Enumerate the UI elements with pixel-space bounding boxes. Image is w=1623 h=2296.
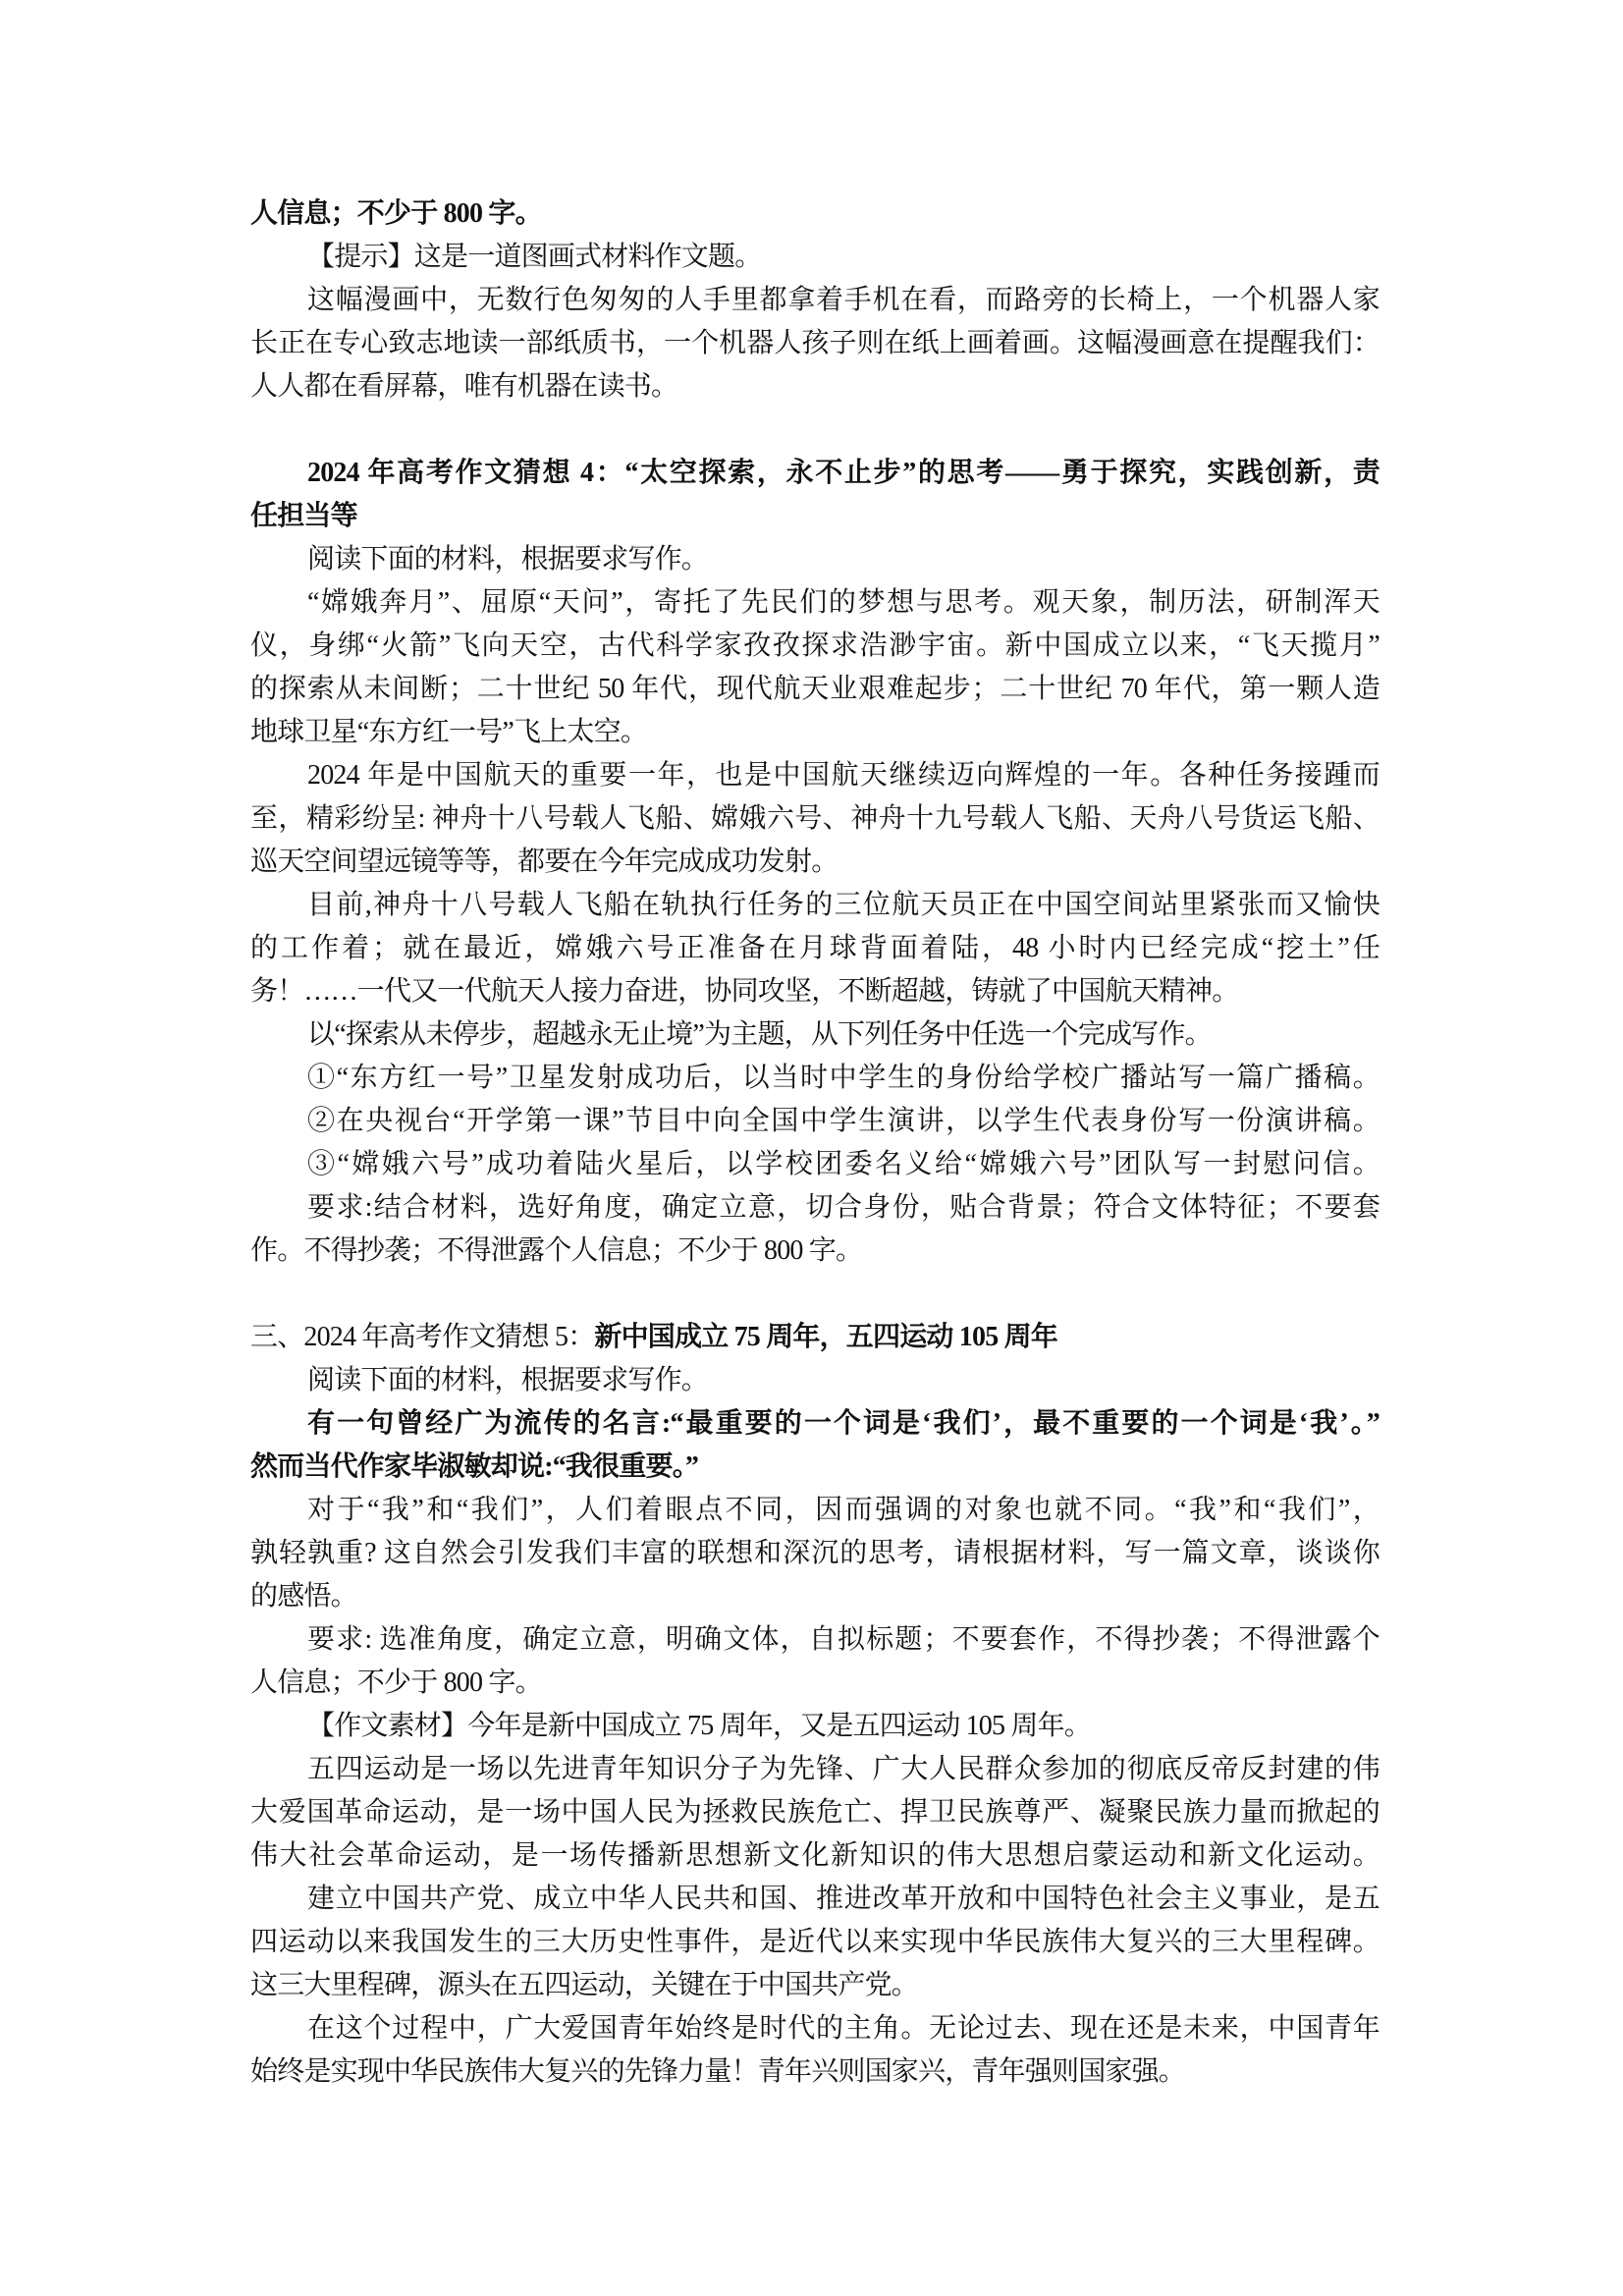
paragraph-line: 仪，身绑“火箭”飞向天空，古代科学家孜孜探求浩渺宇宙。新中国成立以来，“飞天揽月” [250, 630, 1380, 661]
task-option-line: ③“嫦娥六号”成功着陆火星后，以学校团委名义给“嫦娥六号”团队写一封慰问信。 [307, 1149, 1380, 1179]
task-option-line: ①“东方红一号”卫星发射成功后，以当时中学生的身份给学校广播站写一篇广播稿。 [307, 1063, 1380, 1093]
blank-line [250, 1273, 1380, 1316]
paragraph-line: 要求: 选准角度，确定立意，明确文体，自拟标题；不要套作，不得抄袭；不得泄露个 [307, 1624, 1380, 1655]
paragraph-line: 四运动以来我国发生的三大历史性事件，是近代以来实现中华民族伟大复兴的三大里程碑。 [250, 1927, 1380, 1957]
paragraph-line: 的探索从未间断；二十世纪 50 年代，现代航天业艰难起步；二十世纪 70 年代，第一颗人造 [250, 674, 1380, 704]
quote-line: 有一句曾经广为流传的名言:“最重要的一个词是‘我们’，最不重要的一个词是‘我’。” [307, 1408, 1380, 1439]
requirement-tail-line: 人信息；不少于 800 字。 [250, 198, 542, 229]
paragraph-line: 的工作着；就在最近，嫦娥六号正准备在月球背面着陆，48 小时内已经完成“挖土”任 [250, 933, 1380, 963]
paragraph-line: 阅读下面的材料，根据要求写作。 [307, 544, 709, 574]
paragraph-line: 至，精彩纷呈: 神舟十八号载人飞船、嫦娥六号、神舟十九号载人飞船、天舟八号货运飞船、 [250, 803, 1380, 834]
paragraph-line: 以“探索从未停步，超越永无止境”为主题，从下列任务中任选一个完成写作。 [307, 1019, 1212, 1050]
section-heading-line: 任担当等 [250, 501, 357, 531]
task-option-line: ②在央视台“开学第一课”节目中向全国中学生演讲，以学生代表身份写一份演讲稿。 [307, 1106, 1380, 1136]
paragraph-line: 这三大里程碑，源头在五四运动，关键在于中国共产党。 [250, 1970, 919, 2000]
material-label-line: 【作文素材】今年是新中国成立 75 周年，又是五四运动 105 周年。 [307, 1711, 1092, 1741]
paragraph-line: 巡天空间望远镜等等，都要在今年完成成功发射。 [250, 847, 839, 877]
paragraph-line: 五四运动是一场以先进青年知识分子为先锋、广大人民群众参加的彻底反帝反封建的伟 [307, 1754, 1380, 1784]
document-content [250, 192, 1380, 2094]
paragraph-line: 孰轻孰重? 这自然会引发我们丰富的联想和深沉的思考，请根据材料，写一篇文章，谈谈你 [250, 1538, 1380, 1568]
blank-line [250, 409, 1380, 452]
paragraph-line: 人人都在看屏幕，唯有机器在读书。 [250, 371, 678, 402]
paragraph-line: 作。不得抄袭；不得泄露个人信息；不少于 800 字。 [250, 1235, 863, 1266]
text-run: 三、2024 年高考作文猜想 5： [250, 1322, 595, 1352]
paragraph-line: 务！……一代又一代航天人接力奋进，协同攻坚，不断超越，铸就了中国航天精神。 [250, 976, 1239, 1007]
hint-line: 【提示】这是一道图画式材料作文题。 [307, 242, 762, 272]
paragraph-line: 地球卫星“东方红一号”飞上太空。 [250, 717, 648, 747]
paragraph-line: 在这个过程中，广大爱国青年始终是时代的主角。无论过去、现在还是未来，中国青年 [307, 2013, 1380, 2044]
paragraph-line: 阅读下面的材料，根据要求写作。 [307, 1365, 709, 1395]
paragraph-line: 长正在专心致志地读一部纸质书，一个机器人孩子则在纸上画着画。这幅漫画意在提醒我们： [250, 328, 1380, 358]
paragraph-line: 建立中国共产党、成立中华人民共和国、推进改革开放和中国特色社会主义事业，是五 [307, 1884, 1380, 1914]
text-run: 新中国成立 75 周年，五四运动 105 周年 [594, 1322, 1058, 1352]
section-heading-line: 2024 年高考作文猜想 4：“太空探索，永不止步”的思考——勇于探究，实践创新，责 [307, 458, 1380, 488]
paragraph-line: 的感悟。 [250, 1581, 357, 1612]
paragraph-line: 始终是实现中华民族伟大复兴的先锋力量！青年兴则国家兴，青年强则国家强。 [250, 2056, 1186, 2087]
paragraph-line: 这幅漫画中，无数行色匆匆的人手里都拿着手机在看，而路旁的长椅上，一个机器人家 [307, 285, 1380, 315]
quote-line: 然而当代作家毕淑敏却说:“我很重要。” [250, 1451, 699, 1482]
paragraph-line: 大爱国革命运动，是一场中国人民为拯救民族危亡、捍卫民族尊严、凝聚民族力量而掀起的 [250, 1797, 1380, 1828]
paragraph-line: 要求:结合材料，选好角度，确定立意，切合身份，贴合背景；符合文体特征；不要套 [307, 1192, 1380, 1223]
paragraph-line: 对于“我”和“我们”，人们着眼点不同，因而强调的对象也就不同。“我”和“我们”， [307, 1495, 1380, 1525]
paragraph-line: 伟大社会革命运动，是一场传播新思想新文化新知识的伟大思想启蒙运动和新文化运动。 [250, 1840, 1380, 1871]
section-heading-line [250, 1316, 1380, 1359]
paragraph-line: 人信息；不少于 800 字。 [250, 1667, 542, 1698]
paragraph-line: “嫦娥奔月”、屈原“天问”，寄托了先民们的梦想与思考。观天象，制历法，研制浑天 [307, 587, 1380, 618]
paragraph-line: 目前,神舟十八号载人飞船在轨执行任务的三位航天员正在中国空间站里紧张而又愉快 [307, 890, 1380, 920]
paragraph-line: 2024 年是中国航天的重要一年，也是中国航天继续迈向辉煌的一年。各种任务接踵而 [307, 760, 1380, 791]
